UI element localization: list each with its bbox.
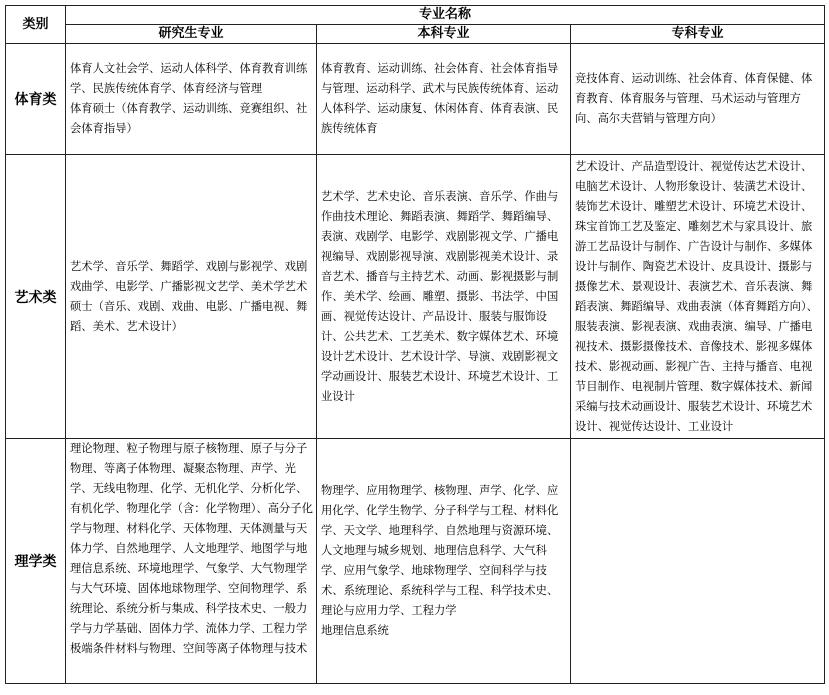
graduate-majors-cell: 体育人文社会学、运动人体科学、体育教育训练学、民族传统体育学、体育经济与管理 体育硕士（体育教学、运动训练、竞赛组织、社会体育指导）: [66, 44, 317, 155]
undergraduate-majors-cell: 艺术学、艺术史论、音乐表演、音乐学、作曲与作曲技术理论、舞蹈表演、舞蹈学、舞蹈编导、表演、戏剧学、电影学、戏剧影视文学、广播电视编导、戏剧影视导演、戏剧影视美术设计、录音艺术、播音与主持艺术、动画、影视摄影与制作、美术学、绘画、雕塑、摄影、书法学、中国画、视觉传达设计、产品设计、服装与服饰设计、公共艺术、工艺美术、数字媒体艺术、环境设计艺术设计、艺术设计学、导演、戏剧影视文学动画设计、服装艺术设计、环境艺术设计、工业设计: [317, 155, 571, 439]
header-graduate: 研究生专业: [66, 25, 317, 44]
major-category-table: [5, 5, 825, 684]
header-category: 类别: [6, 6, 66, 44]
graduate-majors-cell: 理论物理、粒子物理与原子核物理、原子与分子物理、等离子体物理、凝聚态物理、声学、光学、无线电物理、化学、无机化学、分析化学、有机化学、物理化学（含：化学物理）、高分子化学与物理、材料化学、天体物理、天体测量与天体力学、自然地理学、人文地理学、地图学与地理信息系统、环境地理学、气象学、大气物理学与大气环境、固体地球物理学、空间物理学、系统理论、系统分析与集成、科学技术史、一般力学与力学基础、固体力学、流体力学、工程力学 极端条件材料与物理、空间等离子体物理与技术: [66, 439, 317, 684]
header-row-1: [6, 6, 825, 25]
category-cell: 艺术类: [6, 155, 66, 439]
vocational-majors-cell: 艺术设计、产品造型设计、视觉传达艺术设计、电脑艺术设计、人物形象设计、装潢艺术设计、装饰艺术设计、雕塑艺术设计、环境艺术设计、珠宝首饰工艺及鉴定、雕刻艺术与家具设计、旅游工艺品设计与制作、广告设计与制作、多媒体设计与制作、陶瓷艺术设计、皮具设计、摄影与摄像艺术、景观设计、表演艺术、音乐表演、舞蹈表演、舞蹈编导、戏曲表演（体育舞蹈方向）、服装表演、影视表演、戏曲表演、编导、广播电视技术、摄影摄像技术、音像技术、影视多媒体技术、影视动画、影视广告、主持与播音、电视节目制作、电视制片管理、数字媒体技术、新闻采编与技术动画设计、服装艺术设计、环境艺术设计、视觉传达设计、工业设计: [571, 155, 825, 439]
table-row-arts: [6, 155, 825, 439]
undergraduate-majors-cell: 体育教育、运动训练、社会体育、社会体育指导与管理、运动科学、武术与民族传统体育、运动人体科学、运动康复、休闲体育、体育表演、民族传统体育: [317, 44, 571, 155]
category-cell: 理学类: [6, 439, 66, 684]
category-cell: 体育类: [6, 44, 66, 155]
header-row-2: [6, 25, 825, 44]
graduate-majors-cell: 艺术学、音乐学、舞蹈学、戏剧与影视学、戏剧戏曲学、电影学、广播影视文艺学、美术学艺术硕士（音乐、戏剧、戏曲、电影、广播电视、舞蹈、美术、艺术设计）: [66, 155, 317, 439]
header-major-name: 专业名称: [66, 6, 825, 25]
table-row-sports: [6, 44, 825, 155]
undergraduate-majors-cell: 物理学、应用物理学、核物理、声学、化学、应用化学、化学生物学、分子科学与工程、材料化学、天文学、地理科学、自然地理与资源环境、人文地理与城乡规划、地理信息科学、大气科学、应用气象学、地球物理学、空间科学与技术、系统理论、系统科学与工程、科学技术史、理论与应用力学、工程力学 地理信息系统: [317, 439, 571, 684]
vocational-majors-cell: 竞技体育、运动训练、社会体育、体育保健、体育教育、体育服务与管理、马术运动与管理方向、高尔夫营销与管理方向）: [571, 44, 825, 155]
table-row-science: [6, 439, 825, 684]
header-vocational: 专科专业: [571, 25, 825, 44]
vocational-majors-cell: [571, 439, 825, 684]
header-undergraduate: 本科专业: [317, 25, 571, 44]
